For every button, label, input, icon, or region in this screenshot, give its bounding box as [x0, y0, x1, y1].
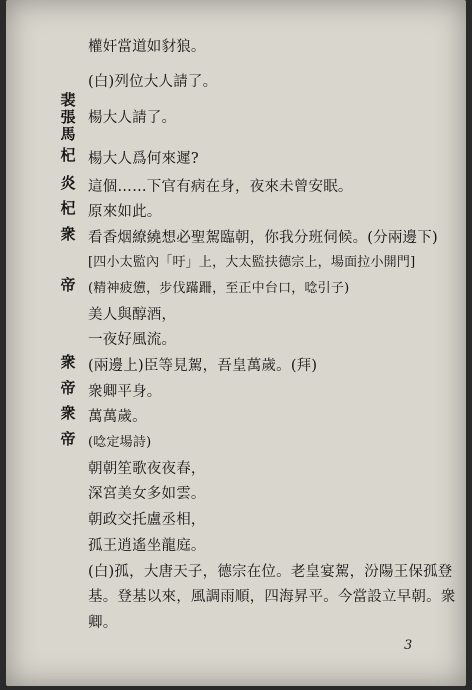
- stage-direction-1: [四小太監內「吁」上，大太監扶德宗上，場面拉小開門]: [88, 255, 416, 270]
- dialogue-line-12: (唸定場詩): [88, 435, 152, 450]
- speaker-zhong: 衆: [60, 225, 76, 243]
- dialogue-line-2: (白)列位大人請了。: [88, 74, 218, 90]
- page-number: 3: [404, 638, 413, 653]
- speaker-qi-2: 杞: [60, 199, 76, 217]
- poem-line-2: 深宮美女多如雲。: [88, 486, 206, 502]
- dialogue-line-7: 看香烟繚繞想必聖駕臨朝，你我分班伺候。(分兩邊下): [88, 230, 438, 246]
- poem-line-1: 朝朝笙歌夜夜春，: [88, 461, 206, 477]
- speaker-char: 張: [60, 108, 76, 126]
- verse-line-2: 一夜好風流。: [88, 332, 177, 348]
- dialogue-line-6: 原來如此。: [88, 204, 162, 220]
- speaker-di-2: 帝: [60, 379, 76, 397]
- dialogue-line-15: 卿。: [88, 615, 118, 631]
- dialogue-line-11: 萬萬歲。: [88, 409, 147, 425]
- dialogue-line-3: 楊大人請了。: [88, 110, 177, 126]
- dialogue-line-14: 基。登基以來，風調雨順，四海昇平。今當設立早朝。衆: [88, 589, 456, 605]
- dialogue-line-1: 權奸當道如豺狼。: [88, 39, 206, 55]
- verse-line-1: 美人與醇酒，: [88, 307, 177, 323]
- speaker-di: 帝: [60, 276, 76, 294]
- dialogue-line-10: 衆卿平身。: [88, 384, 162, 400]
- speaker-yan: 炎: [60, 174, 76, 192]
- speaker-di-3: 帝: [60, 430, 76, 448]
- speaker-zhong-3: 衆: [60, 404, 76, 422]
- dialogue-line-5: 這個……下官有病在身，夜來未曾安眠。: [88, 179, 353, 195]
- poem-line-3: 朝政交托盧丞相，: [88, 512, 206, 528]
- dialogue-line-9: (兩邊上)臣等見駕，吾皇萬歲。(拜): [88, 358, 318, 374]
- speaker-char: 裴: [60, 91, 76, 109]
- dialogue-line-8: (精神疲憊，步伐蹣跚，至正中台口，唸引子): [88, 281, 350, 296]
- speaker-char: 馬: [60, 125, 76, 143]
- speaker-label: [58, 92, 78, 143]
- speaker-zhong-2: 衆: [60, 353, 76, 371]
- book-page: [6, 0, 466, 686]
- speaker-qi: 杞: [60, 146, 76, 164]
- dialogue-line-13: (白)孤，大唐天子，德宗在位。老皇宴駕，汾陽王保孤登: [88, 564, 453, 580]
- speaker-pei-zhang-ma: [58, 92, 78, 143]
- poem-line-4: 孤王逍遙坐龍庭。: [88, 538, 206, 554]
- dialogue-line-4: 楊大人爲何來遲?: [88, 151, 199, 167]
